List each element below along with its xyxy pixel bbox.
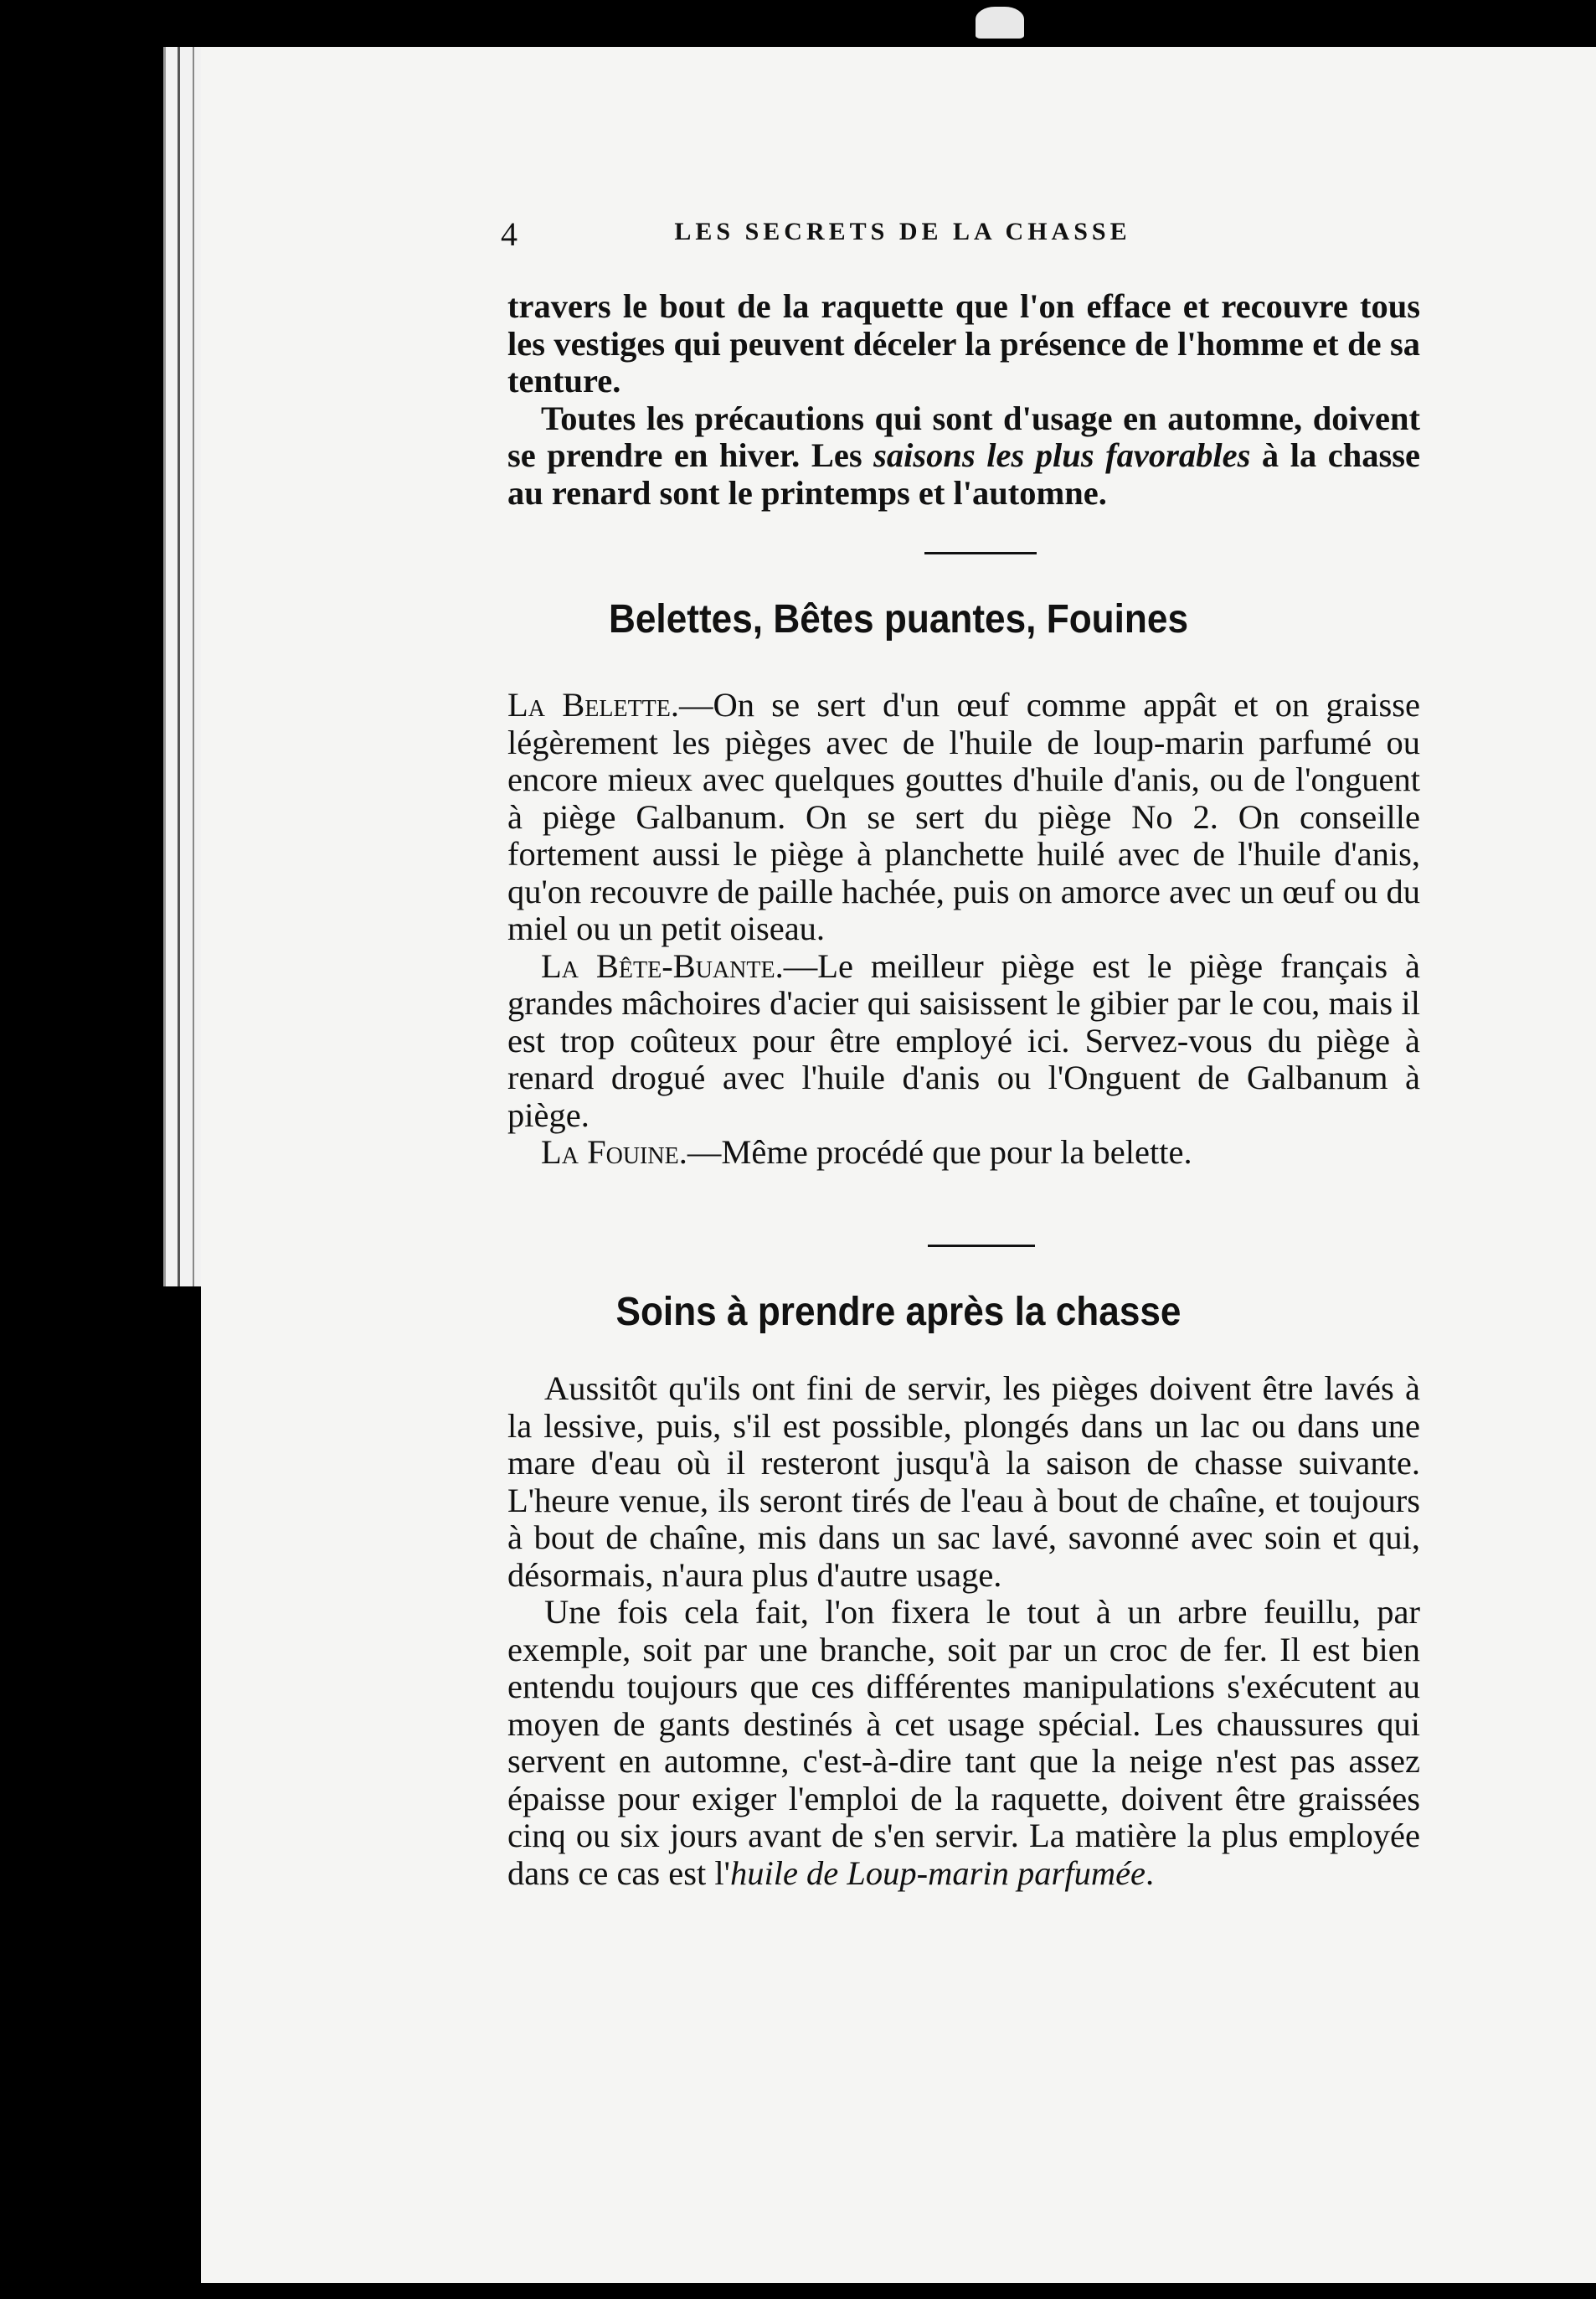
fouine-label: La Fouine. <box>541 1133 687 1171</box>
intro-paragraph-2 <box>507 400 1420 513</box>
running-title: LES SECRETS DE LA CHASSE <box>674 218 1131 245</box>
intro-p2-italic: saisons les plus favorables <box>873 436 1251 474</box>
intro-p2-end: à la chasse au renard sont le printemps et l'automne. <box>507 436 1420 512</box>
soins-p2-end: . <box>1146 1853 1155 1892</box>
belette-paragraph <box>507 687 1420 948</box>
soins-p2-italic: huile de Loup-marin parfumée <box>729 1853 1146 1892</box>
section-heading-2: Soins à prendre après la chasse <box>615 1290 1182 1334</box>
belette-text: —On se sert d'un œuf comme appât et on graisse légèrement les pièges avec de l'huile de loup-marin parfumé ou encore mieux avec quelques gouttes d'huile d'anis, ou de l'onguent à piège Galbanum. On se sert du piège No 2. On conseille fortement aussi le piège à planchette huilé avec de l'huile d'anis, qu'on recouvre de paille hachée, puis on amorce avec un œuf ou du miel ou un petit oiseau. <box>507 686 1420 947</box>
bete-puante-label: La Bête-Buante. <box>541 946 784 985</box>
divider-rule-1 <box>924 552 1037 554</box>
soins-p2-text: Une fois cela fait, l'on fixera le tout à un arbre feuillu, par exemple, soit par une branche, soit par un croc de fer. Il est bien entendu toujours que ces différentes manipulations s'exécutent au moyen de gants destinés à cet usage spécial. Les chaussures qui servent en automne, c'est-à-dire tant que la neige n'est pas assez épaisse pour exiger l'emploi de la raquette, doivent être graissées cinq ou six jours avant de s'en servir. La matière la plus employée dans ce cas est l' <box>507 1593 1420 1892</box>
soins-paragraph-1: Aussitôt qu'ils ont fini de servir, les pièges doivent être lavés à la lessive, puis, s'il est possible, plongés dans un lac ou dans une mare d'eau où il resteront jusqu'à la saison de chasse suivante. L'heure venue, ils seront tirés de l'eau à bout de chaîne, et toujours à bout de chaîne, mis dans un sac lavé, savonné avec soin et qui, désormais, n'aura plus d'autre usage. <box>507 1369 1420 1594</box>
fouine-paragraph <box>507 1134 1420 1172</box>
divider-rule-2 <box>928 1245 1035 1247</box>
intro-p2-text: Toutes les précautions qui sont d'usage en automne, doivent se prendre en hiver. Les <box>507 399 1420 474</box>
page-number: 4 <box>501 215 517 253</box>
section-heading-1: Belettes, Bêtes puantes, Fouines <box>608 597 1189 642</box>
section1-block <box>507 687 1420 1172</box>
soins-paragraph-2 <box>507 1594 1420 1892</box>
running-header <box>201 214 1596 256</box>
section2-block <box>507 1370 1420 1892</box>
belette-label: La Belette. <box>507 686 680 724</box>
fouine-text: —Même procédé que pour la belette. <box>687 1133 1192 1171</box>
intro-paragraph-1: travers le bout de la raquette que l'on efface et recouvre tous les vestiges qui peuvent déceler la présence de l'homme et de sa tenture. <box>507 287 1420 399</box>
intro-block <box>507 288 1420 512</box>
scan-clip-mark <box>976 7 1024 39</box>
bete-puante-text: —Le meilleur piège est le piège français à grandes mâchoires d'acier qui saisissent le gibier par le cou, mais il est trop coûteux pour être employé ici. Servez-vous du piège à renard drogué avec l'huile d'anis ou l'Onguent de Galbanum à piège. <box>507 946 1421 1134</box>
bete-puante-paragraph <box>507 948 1420 1135</box>
book-page <box>201 47 1596 2283</box>
